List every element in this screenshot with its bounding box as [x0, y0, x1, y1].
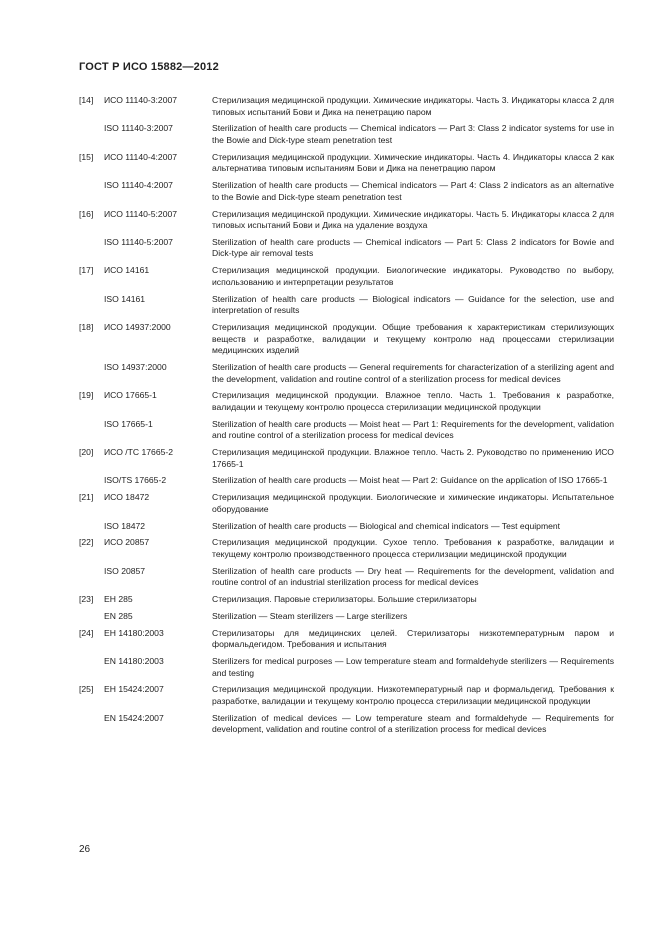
- reference-entry: [79, 594, 614, 606]
- reference-entry: [79, 628, 614, 651]
- reference-entry: [79, 95, 614, 118]
- reference-code: ISO 20857: [104, 565, 146, 576]
- reference-title: Стерилизация медицинской продукции. Биологические индикаторы. Руководство по выбору, использованию и интерпретации результатов: [212, 265, 614, 287]
- reference-number: [19]: [79, 390, 94, 401]
- reference-title: Sterilization of health care products — Biological indicators — Guidance for the selection, use and interpretation of results: [212, 293, 614, 316]
- reference-title: Стерилизация медицинской продукции. Химические индикаторы. Часть 3. Индикаторы класса 2 для типовых испытаний Бови и Дика на пенетрацию паром: [212, 95, 614, 117]
- reference-title: Sterilizers for medical purposes — Low temperature steam and formaldehyde sterilizers — Requirements and testing: [212, 656, 614, 678]
- reference-title: Стерилизация медицинской продукции. Общие требования к характеристикам стерилизующих веществ и разработке, валидации и текущему контролю над процессами стерилизации медицинских изделий: [212, 322, 614, 356]
- reference-code: EN 15424:2007: [104, 712, 164, 723]
- reference-entry: [79, 152, 614, 175]
- reference-code: ИСО 11140-5:2007: [104, 208, 178, 219]
- reference-title: Стерилизация. Паровые стерилизаторы. Большие стерилизаторы: [212, 594, 477, 605]
- reference-code: ISO 11140-3:2007: [104, 123, 173, 134]
- reference-entry: [79, 611, 614, 623]
- reference-title: Стерилизация медицинской продукции. Химические индикаторы. Часть 5. Индикаторы класса 2 для типовых испытаний Бови и Дика на удаление воздуха: [212, 208, 614, 231]
- reference-entry: [79, 322, 614, 357]
- reference-code: ISO 17665-1: [104, 418, 153, 429]
- reference-number: [14]: [79, 95, 94, 105]
- reference-title: Стерилизация медицинской продукции. Химические индикаторы. Часть 4. Индикаторы класса 2 как альтернатива типовым испытаниям Бови и Дика на пенетрацию паром: [212, 151, 614, 174]
- reference-entry: [79, 265, 614, 288]
- reference-title: Sterilization of health care products — Dry heat — Requirements for the development, validation and routine control of an industrial sterilization process for medical devices: [212, 565, 614, 588]
- reference-number: [23]: [79, 594, 94, 605]
- reference-code: ИСО 11140-4:2007: [104, 151, 178, 162]
- reference-entry: [79, 294, 614, 317]
- reference-title: Стерилизаторы для медицинских целей. Стерилизаторы низкотемпературным паром и формальдегидом. Требования и испытания: [212, 627, 614, 650]
- reference-code: ЕН 15424:2007: [104, 684, 164, 695]
- reference-number: [20]: [79, 447, 94, 458]
- reference-entry: [79, 123, 614, 146]
- reference-title: Sterilization of health care products — Biological and chemical indicators — Test equipment: [212, 520, 561, 531]
- reference-entry: [79, 362, 614, 385]
- reference-title: Sterilization of health care products — Chemical indicators — Part 5: Class 2 indicators for Bowie and Dick-type air removal tests: [212, 236, 614, 259]
- reference-code: ИСО 14937:2000: [104, 322, 171, 332]
- reference-code: EN 285: [104, 610, 133, 621]
- references-list: [79, 95, 614, 741]
- reference-number: [18]: [79, 322, 94, 332]
- reference-code: ИСО 18472: [104, 492, 150, 503]
- reference-entry: [79, 180, 614, 203]
- page-number: 26: [79, 844, 91, 855]
- reference-number: [24]: [79, 627, 94, 638]
- reference-title: Sterilization of health care products — Chemical indicators — Part 3: Class 2 indicator systems for use in the Bowie and Dick-type steam penetration test: [212, 123, 614, 145]
- reference-code: ЕН 14180:2003: [104, 627, 164, 638]
- reference-entry: [79, 419, 614, 442]
- reference-number: [17]: [79, 265, 94, 276]
- page-header: ГОСТ Р ИСО 15882—2012: [79, 61, 219, 73]
- reference-code: ISO 11140-4:2007: [104, 180, 173, 191]
- reference-code: ИСО /ТС 17665-2: [104, 447, 174, 458]
- reference-code: ИСО 17665-1: [104, 390, 157, 401]
- reference-number: [21]: [79, 492, 94, 503]
- reference-title: Стерилизация медицинской продукции. Влажное тепло. Часть 2. Руководство по применению ИСО 17665-1: [212, 447, 614, 469]
- reference-code: ISO 18472: [104, 520, 146, 531]
- reference-number: [15]: [79, 151, 94, 162]
- reference-code: ИСО 14161: [104, 265, 150, 276]
- reference-code: ИСО 11140-3:2007: [104, 95, 178, 105]
- reference-entry: [79, 447, 614, 470]
- reference-title: Sterilization of health care products — Moist heat — Part 2: Guidance on the application of ISO 17665-1: [212, 475, 608, 486]
- reference-title: Sterilization of health care products — Chemical indicators — Part 4: Class 2 indicators as an alternative to the Bowie and Dick-type steam penetration test: [212, 180, 614, 202]
- reference-entry: [79, 492, 614, 515]
- reference-number: [16]: [79, 208, 94, 219]
- reference-title: Стерилизация медицинской продукции. Сухое тепло. Требования к разработке, валидации и текущему контролю производственного процесса стерилизации медицинской продукции: [212, 537, 614, 559]
- reference-entry: [79, 656, 614, 679]
- reference-title: Sterilization of health care products — Moist heat — Part 1: Requirements for the development, validation and routine control of a sterilization process for medical devices: [212, 418, 614, 441]
- reference-title: Sterilization — Steam sterilizers — Large sterilizers: [212, 610, 408, 621]
- reference-code: ISO 14937:2000: [104, 361, 167, 372]
- reference-code: ISO/TS 17665-2: [104, 475, 167, 486]
- reference-entry: [79, 713, 614, 736]
- reference-number: [22]: [79, 537, 94, 548]
- reference-code: ЕН 285: [104, 594, 133, 605]
- reference-entry: [79, 566, 614, 589]
- reference-code: EN 14180:2003: [104, 656, 164, 667]
- reference-entry: [79, 475, 614, 487]
- reference-entry: [79, 521, 614, 533]
- reference-entry: [79, 537, 614, 560]
- reference-title: Стерилизация медицинской продукции. Влажное тепло. Часть 1. Требования к разработке, валидации и текущему контролю процесса стерилизации медицинской продукции: [212, 390, 614, 412]
- reference-code: ИСО 20857: [104, 537, 150, 548]
- reference-code: ISO 11140-5:2007: [104, 236, 173, 247]
- reference-title: Стерилизация медицинской продукции. Низкотемпературный пар и формальдегид. Требования к разработке, валидации и текущему контролю процесса стерилизации медицинской продукции: [212, 684, 614, 707]
- reference-entry: [79, 390, 614, 413]
- reference-title: Стерилизация медицинской продукции. Биологические и химические индикаторы. Испытательное оборудование: [212, 492, 614, 514]
- reference-code: ISO 14161: [104, 293, 146, 304]
- reference-entry: [79, 684, 614, 707]
- reference-entry: [79, 209, 614, 232]
- reference-entry: [79, 237, 614, 260]
- reference-title: Sterilization of medical devices — Low temperature steam and formaldehyde — Requirements for development, validation and routine control of a sterilization process for medical devices: [212, 712, 614, 735]
- reference-number: [25]: [79, 684, 94, 695]
- reference-title: Sterilization of health care products — General requirements for characterization of a sterilizing agent and the development, validation and routine control of a sterilization process for medical devices: [212, 361, 614, 384]
